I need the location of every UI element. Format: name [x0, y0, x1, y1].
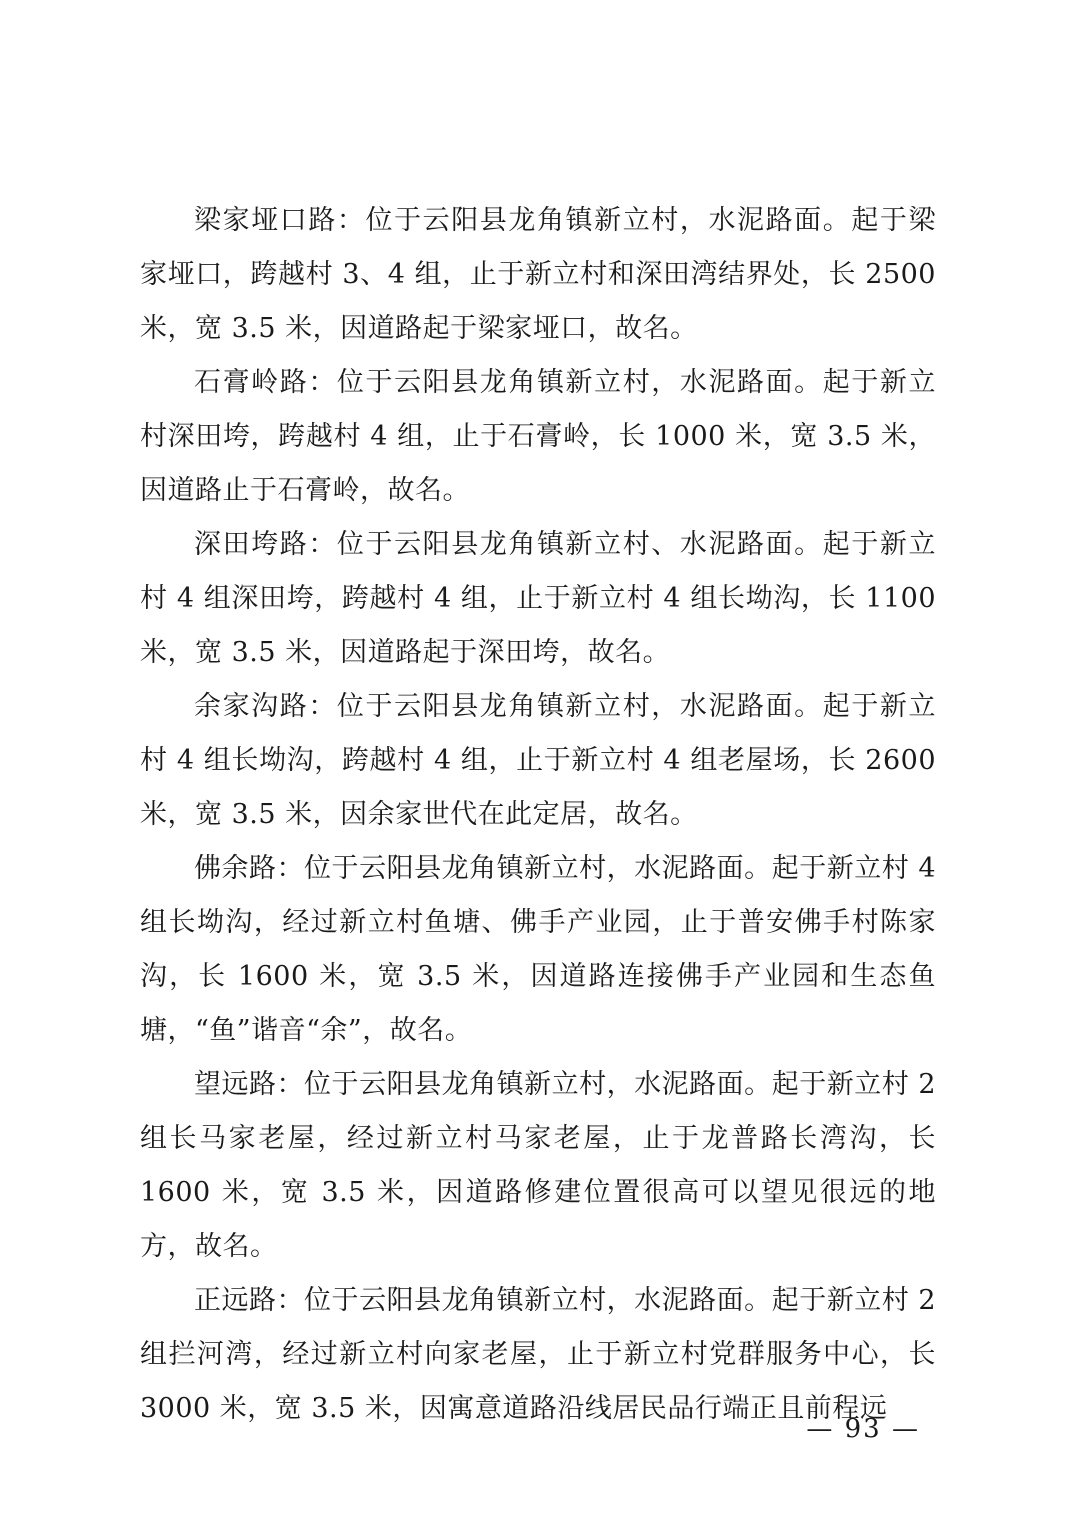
entry-term: 梁家垭口路：	[194, 205, 366, 236]
entry-text: 位于云阳县龙角镇新立村，水泥路面。起于新立村 2 组拦河湾，经过新立村向家老屋，止于新立村党群服务中心，长 3000 米，宽 3.5 米，因寓意道路沿线居民品行端正且前程远	[140, 1285, 937, 1424]
entry-term: 佛余路：	[194, 853, 305, 884]
page-number: — 93 —	[806, 1414, 920, 1444]
entry-text: 位于云阳县龙角镇新立村，水泥路面。起于新立村 4 组长坳沟，跨越村 4 组，止于新立村 4 组老屋场，长 2600 米，宽 3.5 米，因余家世代在此定居，故名。	[140, 691, 937, 830]
entry-text: 位于云阳县龙角镇新立村，水泥路面。起于新立村 4 组长坳沟，经过新立村鱼塘、佛手产业园，止于普安佛手村陈家沟，长 1600 米，宽 3.5 米，因道路连接佛手产业园和生态鱼塘，“鱼”谐音“余”，故名。	[140, 853, 937, 1046]
entry-wangyuan-road	[140, 1058, 936, 1274]
entry-yujiagou-road	[140, 680, 936, 842]
entry-term: 望远路：	[194, 1069, 305, 1100]
entry-term: 正远路：	[194, 1285, 305, 1316]
entry-text: 位于云阳县龙角镇新立村，水泥路面。起于新立村 2 组长马家老屋，经过新立村马家老屋，止于龙普路长湾沟，长 1600 米，宽 3.5 米，因道路修建位置很高可以望见很远的地方，故名。	[140, 1069, 937, 1262]
entry-shentiankua-road	[140, 518, 936, 680]
entry-text: 位于云阳县龙角镇新立村、水泥路面。起于新立村 4 组深田垮，跨越村 4 组，止于新立村 4 组长坳沟，长 1100 米，宽 3.5 米，因道路起于深田垮，故名。	[140, 529, 937, 668]
entry-term: 余家沟路：	[194, 691, 337, 722]
entry-liangjiayakou-road	[140, 194, 936, 356]
entry-zhengyuan-road	[140, 1274, 936, 1436]
entry-text: 位于云阳县龙角镇新立村，水泥路面。起于新立村深田垮，跨越村 4 组，止于石膏岭，长 1000 米，宽 3.5 米，因道路止于石膏岭，故名。	[140, 367, 937, 506]
entry-term: 深田垮路：	[194, 529, 337, 560]
entry-term: 石膏岭路：	[194, 367, 337, 398]
entry-shigaoling-road	[140, 356, 936, 518]
entry-foyu-road	[140, 842, 936, 1058]
page-body	[140, 194, 936, 1436]
entry-text: 位于云阳县龙角镇新立村，水泥路面。起于梁家垭口，跨越村 3、4 组，止于新立村和深田湾结界处，长 2500 米，宽 3.5 米，因道路起于梁家垭口，故名。	[140, 205, 937, 344]
